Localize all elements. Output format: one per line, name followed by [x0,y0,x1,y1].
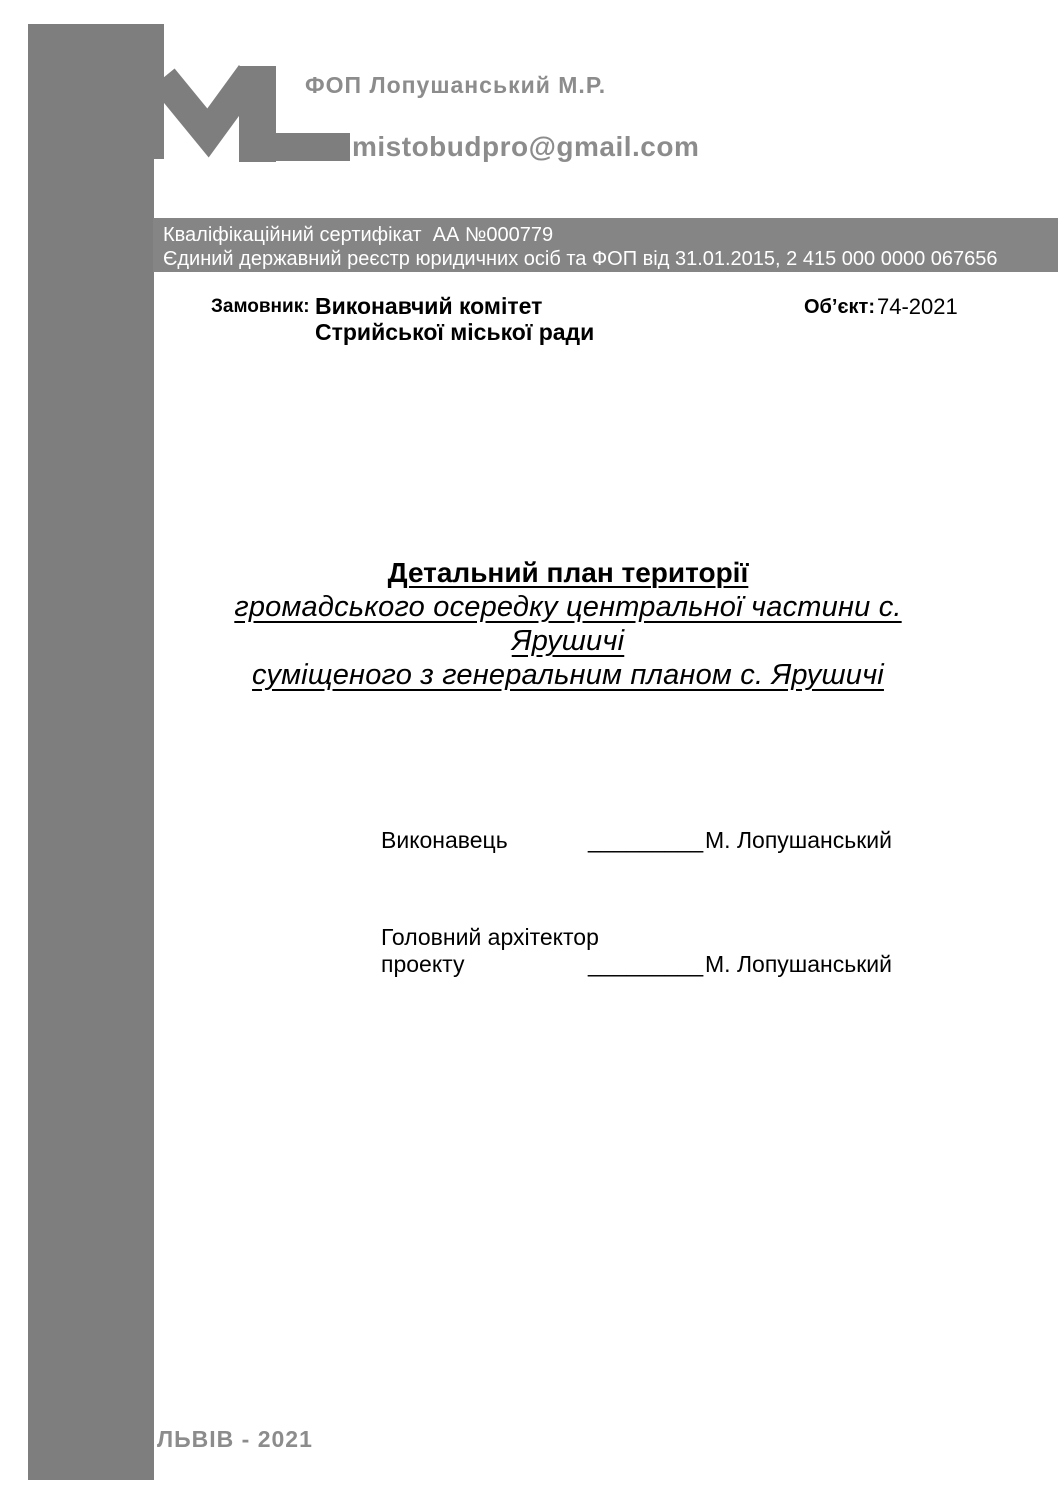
certificate-banner [153,218,1058,272]
architect-name: М. Лопушанський [705,951,892,977]
executor-role-label: Виконавець [381,827,508,853]
object-number: 74-2021 [877,294,958,319]
document-subtitle-line-1: громадського осередку центральної частини с. Ярушичі [234,591,902,657]
executor-signature-line: _________ [588,827,704,853]
l-letter-foot [262,133,350,161]
ml-logo-icon [130,50,380,170]
document-subtitle-line-2: суміщеного з генеральним планом с. Ярушичі [252,659,884,691]
document-title: Детальний план території [387,557,749,588]
customer-line-1: Виконавчий комітет [315,293,543,319]
email-text: mistobudpro@gmail.com [352,131,700,162]
customer-label: Замовник: [211,296,310,317]
certificate-number-line: Кваліфікаційний сертифікат АА №000779 [163,224,554,246]
registry-record-line: Єдиний державний реєстр юридичних осіб та ФОП від 31.01.2015, 2 415 000 0000 067656 [163,248,998,270]
company-name: ФОП Лопушанський М.Р. [305,72,607,98]
m-letter-strokes [163,74,251,133]
executor-name: М. Лопушанський [705,827,892,853]
customer-line-2: Стрийської міської ради [315,319,595,345]
left-gray-sidebar [28,24,154,1480]
title-block [176,556,960,692]
object-label: Об’єкт: [804,296,875,318]
city-year-label: ЛЬВІВ - 2021 [157,1426,313,1452]
architect-role-line-1: Головний архітектор [381,924,599,950]
architect-role-line-2: проекту [381,951,465,977]
architect-signature-line: _________ [588,951,704,977]
customer-value [315,293,594,345]
